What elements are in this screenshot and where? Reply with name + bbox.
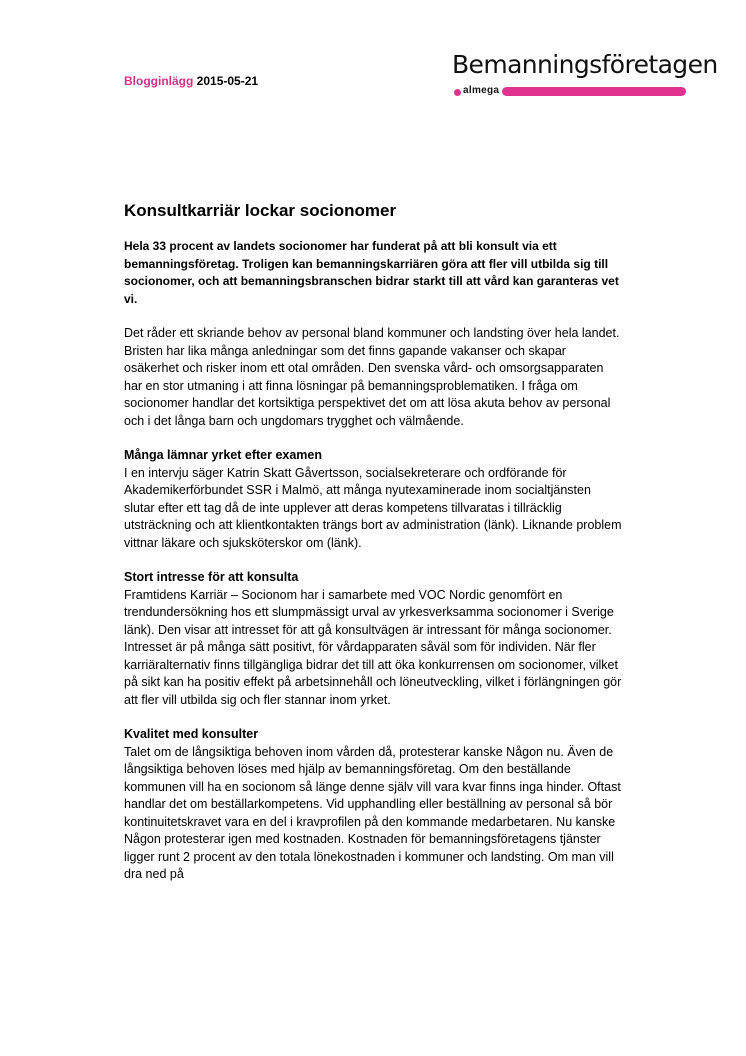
- section-3: [124, 726, 624, 884]
- article-lead: Hela 33 procent av landets socionomer har funderat på att bli konsult via ett bemanningsföretag. Troligen kan bemanningskarriären göra att fler vill utbilda sig till socionomer, och att bemanningsbranschen bidrar starkt till att vård kan garanteras vet vi.: [124, 239, 619, 306]
- post-header: [124, 74, 258, 88]
- post-date: 2015-05-21: [196, 74, 259, 88]
- logo-bar: [502, 87, 686, 96]
- article-intro: Det råder ett skriande behov av personal bland kommuner och landsting över hela landet. Bristen har lika många anledningar som det finns gapande vakanser och skapar osäkerhet och risker inom ett otal områden. Den svenska vård- och omsorgsapparaten har en stor utmaning i att finna lösningar på bemanningsproblematiken. I fråga om socionomer handlar det kortsiktiga perspektivet det om att lösa akuta behov av personal och i det långa barn och ungdomars trygghet och välmående.: [124, 326, 620, 428]
- section-heading: Stort intresse för att konsulta: [124, 570, 299, 584]
- section-text: Talet om de långsiktiga behoven inom vården då, protesterar kanske Någon nu. Även de långsiktiga behoven löses med hjälp av bemanningsföretag. Om den beställande kommunen vill ha en socionom så länge denne själv vill vara kvar finns inga hinder. Oftast handlar det om beställarkompetens. Vid upphandling eller beställning av personal så bör kontinuitetskravet vara en del i kravprofilen på den kommande medarbetaren. Nu kanske Någon protesterar igen med kostnaden. Kostnaden för bemanningsföretagens tjänster ligger runt 2 procent av den totala lönekostnaden i kommuner och landsting. Om man vill dra ned på: [124, 744, 621, 881]
- logo-dot-icon: [454, 89, 461, 96]
- section-text: Framtidens Karriär – Socionom har i samarbete med VOC Nordic genomfört en trendundersökning hos ett slumpmässigt urval av yrkesverksamma socionomer i Sverige länk). Den visar att intresset för att gå konsultvägen är intressant för många socionomer. Intresset är på många sätt positivt, för vårdapparaten såväl som för individen. När fler karriäralternativ finns tillgängliga bidrar det till att öka konkurrensen om socionomer, vilket på sikt kan ha positiv effekt på arbetsinnehåll och löneutveckling, vilket i förlängningen gör att fler vill utbilda sig och fler stannar inom yrket.: [124, 587, 622, 707]
- post-category: Blogginlägg: [124, 74, 194, 88]
- section-1: [124, 447, 624, 552]
- section-text: I en intervju säger Katrin Skatt Gåvertsson, socialsekreterare och ordförande för Akademikerförbundet SSR i Malmö, att många nyutexaminerade inom socialtjänsten slutar efter ett tag då de inte upplever att deras kompetens tillvaratas i tillräcklig utsträckning och att klientkontakten trängs bort av administration (länk). Liknande problem vittnar läkare och sjuksköterskor om (länk).: [124, 465, 622, 550]
- logo-subbrand: almega: [463, 85, 500, 96]
- section-2: [124, 569, 624, 709]
- article-title: Konsultkarriär lockar socionomer: [124, 201, 397, 220]
- article-body: [124, 200, 624, 901]
- logo-wordmark: Bemanningsföretagen: [452, 50, 718, 79]
- section-heading: Många lämnar yrket efter examen: [124, 448, 323, 462]
- company-logo: [452, 50, 718, 100]
- section-heading: Kvalitet med konsulter: [124, 727, 259, 741]
